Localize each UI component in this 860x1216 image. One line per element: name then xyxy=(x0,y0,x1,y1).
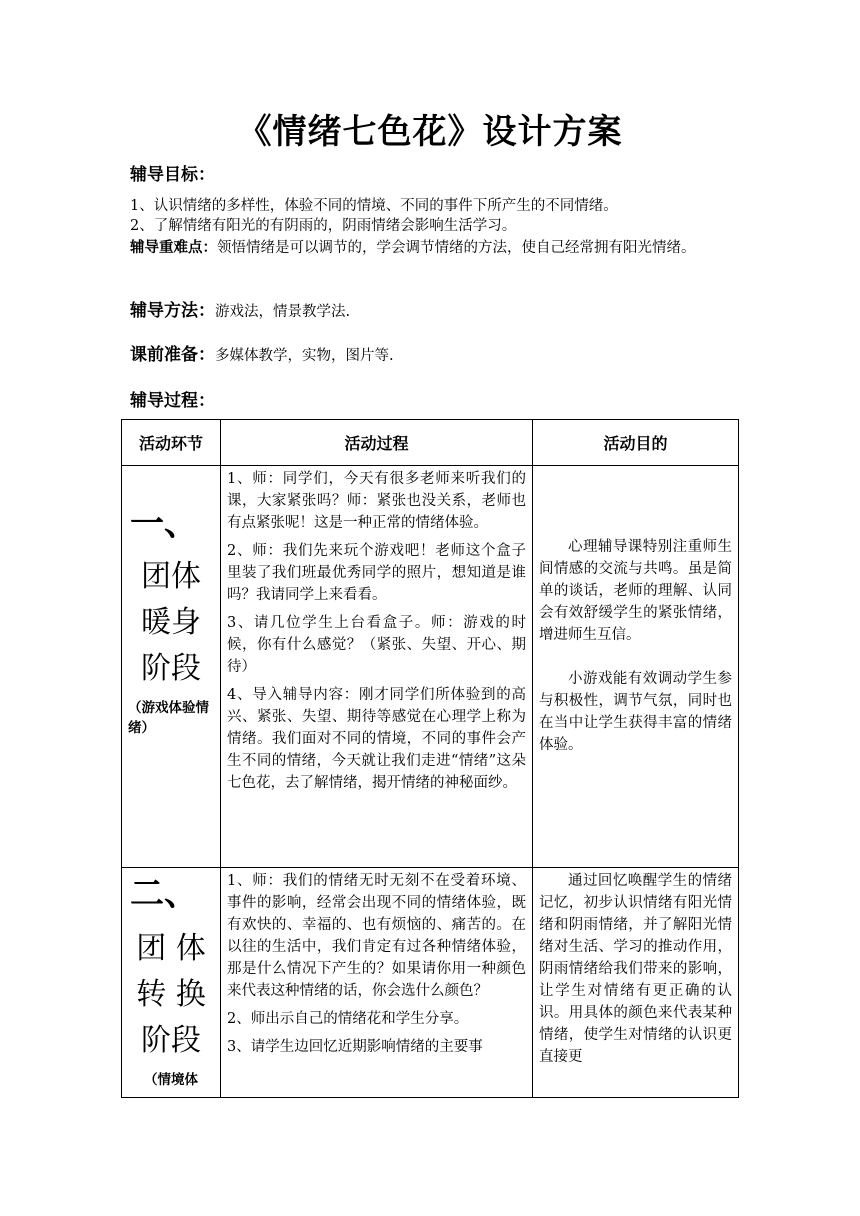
methods-text: 游戏法，情景教学法. xyxy=(215,304,351,320)
goal-cell xyxy=(533,868,739,1098)
process-heading xyxy=(130,386,740,411)
stage-word: 转 换 xyxy=(136,977,206,1012)
key-points-text: 领悟情绪是可以调节的，学会调节情绪的方法，使自己经常拥有阳光情绪。 xyxy=(217,240,696,256)
goal-text: 心理辅导课特别注重师生间情感的交流与共鸣。虽是简单的谈话，老师的理解、认同会有效舒缓学生的紧张情绪，增进师生互信。 xyxy=(539,539,732,643)
preparation xyxy=(130,340,740,365)
stage-cell xyxy=(122,466,221,868)
stage-word: 团 体 xyxy=(136,931,206,966)
goal-item-2: 2、了解情绪有阳光的有阴雨的，阴雨情绪会影响生活学习。 xyxy=(130,218,517,234)
table-header-row xyxy=(122,420,739,466)
process-step: 2、师出示自己的情绪花和学生分享。 xyxy=(227,1011,469,1027)
activity-table xyxy=(121,419,739,1098)
header-process: 活动过程 xyxy=(221,420,533,466)
stage-word: 团体 xyxy=(141,559,201,594)
goal-item-1: 1、认识情绪的多样性，体验不同的情境、不同的事件下所产生的不同情绪。 xyxy=(130,198,618,214)
preparation-label: 课前准备： xyxy=(130,345,215,365)
page-title: 《情绪七色花》设计方案 xyxy=(237,112,623,152)
process-step: 1、师：我们的情绪无时无刻不在受着环境、事件的影响，经常会出现不同的情绪体验，既有欢快的、幸福的、也有烦恼的、痛苦的。在以往的生活中，我们肯定有过各种情绪体验，那是什么情况下产生的？如果请你用一种颜色来代表这种情绪的话，你会选什么颜色？ xyxy=(227,873,526,999)
preparation-text: 多媒体教学，实物，图片等. xyxy=(215,348,394,364)
stage-word: 暖身 xyxy=(141,605,201,640)
header-goal: 活动目的 xyxy=(533,420,739,466)
process-cell xyxy=(221,466,533,868)
stage-number: 一、 xyxy=(130,504,198,544)
stage-subtitle: （情境体 xyxy=(144,1072,198,1088)
process-step: 4、导入辅导内容：刚才同学们所体验到的高兴、紧张、失望、期待等感觉在心理学上称为情绪。我们面对不同的情境，不同的事件会产生不同的情绪，今天就让我们走进“情绪”这朵七色花，去了解情绪，揭开情绪的神秘面纱。 xyxy=(227,687,526,791)
table-row xyxy=(122,868,739,1098)
stage-word: 阶段 xyxy=(141,1023,201,1058)
process-step: 3、请几位学生上台看盒子。师：游戏的时候，你有什么感觉？（紧张、失望、开心、期待） xyxy=(227,615,526,675)
process-step: 3、请学生边回忆近期影响情绪的主要事 xyxy=(227,1039,483,1055)
process-cell xyxy=(221,868,533,1098)
stage-number: 二、 xyxy=(130,874,198,914)
stage-word: 阶段 xyxy=(141,651,201,686)
goals-label: 辅导目标： xyxy=(130,165,215,185)
goals-heading xyxy=(130,160,740,185)
key-points xyxy=(130,238,740,258)
goal-text: 通过回忆唤醒学生的情绪记忆，初步认识情绪有阳光情绪和阴雨情绪，并了解阳光情绪对生活、学习的推动作用，阴雨情绪给我们带来的影响，让学生对情绪有更正确的认识。用具体的颜色来代表某种情绪，使学生对情绪的认识更直接更 xyxy=(539,873,732,1065)
header-stage: 活动环节 xyxy=(122,420,221,466)
key-points-label: 辅导重难点： xyxy=(130,240,217,256)
goal-cell xyxy=(533,466,739,868)
methods-label: 辅导方法： xyxy=(130,301,215,321)
goal-text: 小游戏能有效调动学生参与积极性，调节气氛，同时也在当中让学生获得丰富的情绪体验。 xyxy=(539,671,732,753)
process-step: 1、师：同学们，今天有很多老师来听我们的课，大家紧张吗？师：紧张也没关系，老师也有点紧张呢！这是一种正常的情绪体验。 xyxy=(227,471,526,531)
stage-subtitle: （游戏体验情绪） xyxy=(128,700,209,736)
stage-cell xyxy=(122,868,221,1098)
table-row xyxy=(122,466,739,868)
process-label: 辅导过程： xyxy=(130,391,215,411)
methods xyxy=(130,296,740,321)
process-step: 2、师：我们先来玩个游戏吧！老师这个盒子里装了我们班最优秀同学的照片，想知道是谁吗？我请同学上来看看。 xyxy=(227,543,526,603)
